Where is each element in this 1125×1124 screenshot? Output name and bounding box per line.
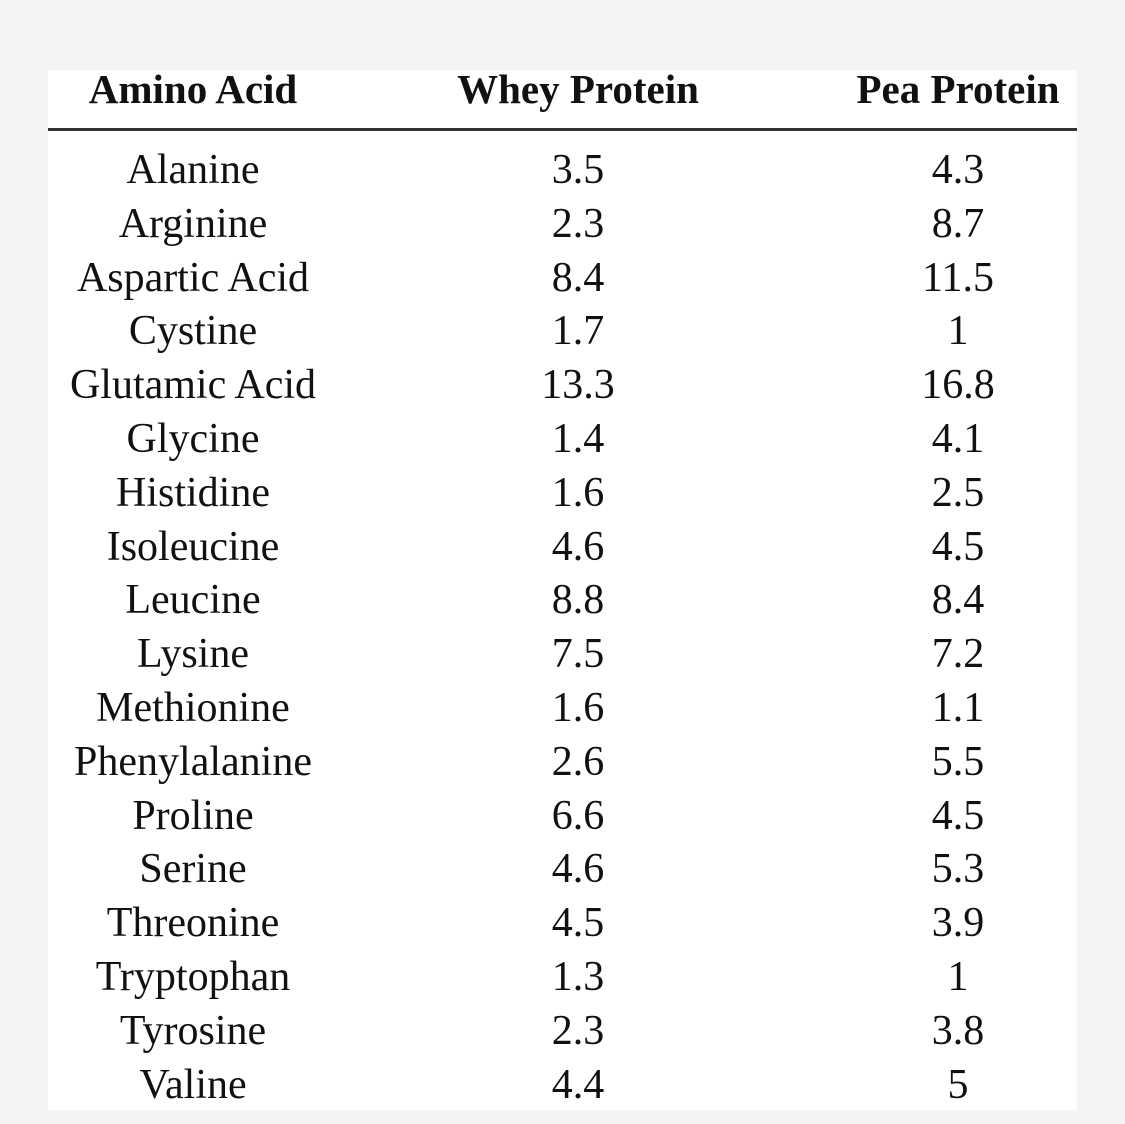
cell-amino-acid: Phenylalanine [74, 738, 312, 785]
cell-whey-protein: 4.5 [551, 900, 605, 947]
table-row [48, 627, 1077, 681]
table-row [48, 681, 1077, 735]
header-whey-protein: Whey Protein [457, 66, 699, 112]
cell-pea-protein: 5 [947, 1061, 969, 1108]
cell-amino-acid: Serine [139, 846, 247, 893]
cell-amino-acid: Arginine [118, 200, 268, 247]
cell-amino-acid: Threonine [106, 900, 280, 947]
cell-pea-protein: 8.4 [931, 577, 985, 624]
cell-amino-acid: Valine [139, 1061, 247, 1108]
table-row [48, 896, 1077, 950]
table-row [48, 735, 1077, 789]
cell-whey-protein: 1.7 [551, 308, 605, 355]
cell-pea-protein: 16.8 [921, 362, 995, 409]
table-row [48, 1004, 1077, 1058]
header-amino-acid: Amino Acid [88, 66, 298, 112]
cell-whey-protein: 1.6 [551, 469, 605, 516]
cell-amino-acid: Isoleucine [106, 523, 280, 570]
table-row [48, 197, 1077, 251]
table-row [48, 789, 1077, 843]
cell-pea-protein: 5.3 [931, 846, 985, 893]
cell-amino-acid: Glycine [126, 415, 260, 462]
cell-pea-protein: 4.3 [931, 147, 985, 193]
table-row [48, 1058, 1077, 1112]
cell-pea-protein: 11.5 [922, 254, 994, 301]
cell-amino-acid: Glutamic Acid [69, 362, 317, 409]
cell-amino-acid: Leucine [125, 577, 261, 624]
cell-amino-acid: Tryptophan [95, 953, 291, 1000]
header-divider [48, 128, 1077, 131]
cell-whey-protein: 1.6 [551, 684, 605, 731]
table-row [48, 842, 1077, 896]
cell-whey-protein: 1.4 [551, 415, 605, 462]
cell-pea-protein: 5.5 [931, 738, 985, 785]
cell-pea-protein: 4.5 [931, 792, 985, 839]
table-header [48, 66, 1077, 128]
cell-pea-protein: 8.7 [931, 200, 985, 247]
cell-amino-acid: Histidine [116, 469, 270, 516]
table-row [48, 143, 1077, 197]
cell-pea-protein: 4.5 [931, 523, 985, 570]
cell-whey-protein: 2.6 [551, 738, 605, 785]
cell-whey-protein: 4.4 [551, 1061, 605, 1108]
cell-pea-protein: 1.1 [931, 684, 985, 731]
table-row [48, 520, 1077, 574]
cell-whey-protein: 8.4 [551, 254, 605, 301]
cell-amino-acid: Cystine [128, 308, 258, 355]
table-row [48, 950, 1077, 1004]
table-row [48, 573, 1077, 627]
cell-whey-protein: 1.3 [551, 953, 605, 1000]
cell-whey-protein: 2.3 [551, 1007, 605, 1054]
table-row [48, 304, 1077, 358]
cell-whey-protein: 7.5 [551, 631, 605, 678]
table-row [48, 251, 1077, 305]
cell-whey-protein: 6.6 [551, 792, 605, 839]
cell-amino-acid: Methionine [96, 684, 290, 731]
cell-whey-protein: 13.3 [541, 362, 615, 409]
cell-whey-protein: 3.5 [551, 147, 605, 193]
cell-amino-acid: Lysine [137, 631, 249, 678]
cell-whey-protein: 8.8 [551, 577, 605, 624]
cell-pea-protein: 3.9 [931, 900, 985, 947]
table-row [48, 358, 1077, 412]
table-row [48, 466, 1077, 520]
cell-pea-protein: 7.2 [931, 631, 985, 678]
cell-whey-protein: 4.6 [551, 846, 605, 893]
cell-pea-protein: 1 [947, 308, 969, 355]
cell-amino-acid: Aspartic Acid [76, 254, 310, 301]
amino-acid-table [48, 66, 1077, 1110]
cell-amino-acid: Tyrosine [119, 1007, 267, 1054]
cell-pea-protein: 4.1 [931, 415, 985, 462]
cell-pea-protein: 3.8 [931, 1007, 985, 1054]
cell-amino-acid: Alanine [126, 147, 260, 193]
header-pea-protein: Pea Protein [856, 66, 1060, 112]
table-body [48, 143, 1077, 1111]
table-row [48, 412, 1077, 466]
cell-whey-protein: 2.3 [551, 200, 605, 247]
cell-whey-protein: 4.6 [551, 523, 605, 570]
cell-pea-protein: 2.5 [931, 469, 985, 516]
cell-amino-acid: Proline [132, 792, 254, 839]
cell-pea-protein: 1 [947, 953, 969, 1000]
